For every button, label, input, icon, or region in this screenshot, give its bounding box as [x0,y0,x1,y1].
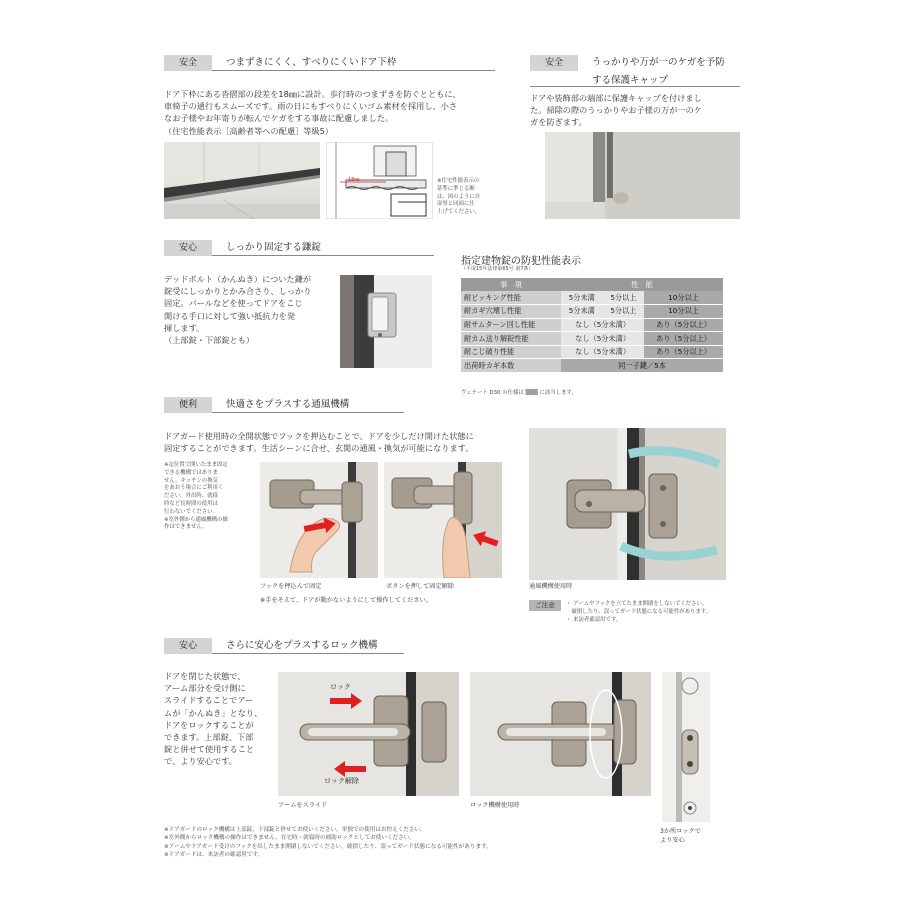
cap-photo-drawing [545,132,740,219]
sill-photo [164,142,320,219]
section-title: うっかりや万が一のケガを予防 [592,57,725,68]
section-header-lock-mechanism [164,638,404,654]
lock-footnotes: ※ドアガードのロック機構は上部錠、下部錠と併せてお使いください。単独での使用はお控えください。 ※室外側からロック機構の操作はできません。在宅時・就寝時の補助ロックとしてお使いください。 ※アームやドアガード受けのフックを出したまま開閉しないでください。破損したり、誤ってガード状態になる可能性があります。 ※ドアガードは、来訪者の確認用です。 [164,827,492,859]
arm-slide-photo [278,672,459,796]
table-row: 耐カギ穴壊し性能 5分未満 5分以上 10分以上 [461,305,723,319]
lock-used-caption: ロック機構使用時 [470,802,520,809]
security-table-title: 指定建物錠の防犯性能表示 [461,256,581,267]
section-tag: 便利 [164,397,212,413]
hand-note: ※手をそえて、ドアが動かないようにして操作してください。 [260,597,432,604]
unlock-label: ロック解除 [324,777,359,785]
section-title: 快適さをプラスする通風機構 [226,399,350,410]
push-hook-photo [260,462,378,578]
press-button-photo [384,462,502,578]
caution-text: ・ アームやフックを立てたまま開閉をしないでください。 破損したり、誤ってガード状態になる可能性があります。 ・ 来訪者確認用です。 [566,601,712,623]
section-rule [530,86,740,87]
ventilation-drawing [529,428,726,580]
cap-description: ドアや装飾部の端部に保護キャップを付けまし た。掃除の際のうっかりやお子様の万が一のケ ガを防ぎます。 [530,93,702,128]
sill-photo-drawing [164,142,320,219]
section-title: しっかり固定する鎌錠 [226,242,322,253]
push-hook-drawing [260,462,378,578]
arm-slide-caption: アームをスライド [278,802,328,809]
table-row: 耐サムターン回し性能 なし（5分未満） あり（5分以上） [461,318,723,332]
table-header-performance: 性 能 [561,278,723,291]
section-title: さらに安心をプラスするロック機構 [226,640,378,651]
cap-photo [545,132,740,219]
press-button-drawing [384,462,502,578]
section-title: つまずきにくく、すべりにくいドア下枠 [226,57,397,68]
section-tag: 安全 [530,55,578,71]
table-row: 耐カム送り解錠性能 なし（5分未満） あり（5分以上） [461,332,723,346]
section-header-hook-lock [164,240,434,256]
ventilation-description: ドアガード使用時の全開状態でフックを押込むことで、ドアを少しだけ開けた状態に 固定することができます。生活シーンに合せ、玄関の通風・換気が可能になります。 [164,431,474,454]
sill-section-diagram [326,142,433,219]
sill-description: ドア下枠にある沓摺部の段差を18㎜に設計。歩行時のつまずきを防ぐとともに、 車椅子の通行もスムーズです。雨の日にもすべりにくいゴム素材を採用し、小さ なお子様やお年寄りが転んでケガをする事故に配慮しました。 （住宅性能表示［高齢者等への配慮］等級5） [164,89,461,136]
lock-arrow [330,698,352,704]
press-button-caption: ボタンを押して固定解除 [386,583,455,590]
table-row: 耐こじ破り性能 なし（5分未満） あり（5分以上） [461,345,723,359]
hook-lock-drawing [340,275,432,368]
table-header-row [461,278,723,291]
lock-used-drawing [470,672,651,796]
lock-mechanism-description: ドアを閉じた状態で、 アーム部分を受け側に スライドすることでアー ムが「かんぬき」となり、 ドアをロックすることが できます。上部錠、下部 錠と併せて使用すること で、より安心です。 [164,671,263,767]
caution-tag: ご注意 [529,600,561,611]
lock-used-photo [470,672,651,796]
lock-label: ロック [330,683,351,691]
arm-slide-drawing [278,672,459,796]
hook-lock-photo [340,275,432,368]
section-title-line2: する保護キャップ [592,75,669,86]
table-note: ヴェナート D30 の仕様は ▒▒▒ に該当します。 [461,390,577,396]
three-point-caption: 3か所ロックで より安心 [660,828,701,844]
section-header-protective-cap [530,55,740,71]
push-hook-caption: フックを押込んで固定 [260,583,322,590]
section-header-ventilation [164,397,404,413]
section-header-safety-sill [164,55,495,71]
dimension-label: 18㎜ [348,177,360,183]
table-row: 耐ピッキング性能 5分未満 5分以上 10分以上 [461,291,723,305]
section-tag: 安心 [164,638,212,654]
security-table-subtitle: （平成15年法律第65号 第7条） [461,266,534,272]
three-point-lock-photo [662,672,710,822]
unlock-arrow [344,766,366,772]
section-tag: 安全 [164,55,212,71]
sill-note: ※住宅性能表示の 基準に準じる断 は、図のように自 扉厚と同面に仕 上げてください。 [437,178,481,216]
ventilation-notes: ※定位置で開いたまま固定 できる機構ではありま せん。キッチンの換気 をあおう場合にご利用く ださい。外出時、就寝 時など長時間の使用は 行わないでください。 ※室外側から通風機構の操 作はできません。 [164,462,228,531]
section-tag: 安心 [164,240,212,256]
three-point-drawing [662,672,710,822]
security-performance-table [461,278,723,373]
table-header-item: 事 項 [461,278,561,291]
ventilation-photo [529,428,726,580]
ventilation-caption: 通風機構使用時 [529,583,573,590]
table-row: 出荷時カギ本数 同一子鍵／5本 [461,359,723,373]
sill-diagram-drawing [326,142,433,219]
hook-lock-description: デッドボルト（かんぬき）についた鎌が 錠受にしっかりとかみ合さり、しっかり 固定。バールなどを使ってドアをこじ 開ける手口に対して強い抵抗力を発 揮します。 （上部錠・下部錠とも） [164,274,312,346]
